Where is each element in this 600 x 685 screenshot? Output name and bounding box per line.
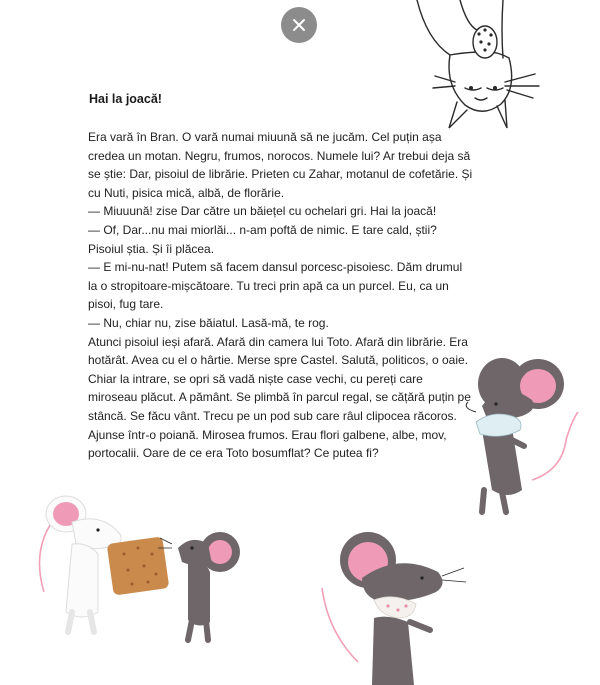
story-paragraph: — Miuuună! zise Dar către un băiețel cu ochelari gri. Hai la joacă! — [88, 204, 437, 219]
story-paragraph: — Nu, chiar nu, zise băiatul. Lasă-mă, te rog. — [88, 315, 329, 330]
story-paragraph: — Of, Dar...nu mai miorlăi... n-am poftă de nimic. E tare cald, știi? Pisoiul știa. Și îi plăcea. — [88, 222, 437, 256]
hanging-cat-illustration — [405, 0, 545, 135]
story-title: Hai la joacă! — [89, 92, 162, 106]
scarf-mouse-illustration — [318, 522, 468, 685]
story-paragraph: Atunci pisoiul ieși afară. Afară din camera lui Toto. Afară din librărie. Era hotărât. Avea cu el o hârtie. Merse spre Castel. Salută, politicos, o oaie. Chiar la intrare, se opri să vadă niște case vechi, cu pereți care miroseau plăcut. A pământ. Se plimbă în parcul regal, se cățără puțin pe stâncă. Se făcu vânt. Trecu pe un pod sub care râul clipocea răcoros. Ajunse într-o poiană. Mirosea frumos. Erau flori galbene, albe, mov, portocalii. Oare de ce era Toto bosumflat? Ce putea fi? — [88, 334, 471, 461]
close-button[interactable] — [281, 7, 317, 43]
collar-mouse-illustration — [462, 350, 580, 515]
story-paragraph: Era vară în Bran. O vară numai miuună să ne jucăm. Cel puțin așa credea un motan. Negru, frumos, norocos. Numele lui? Ar trebui deja să se știe: Dar, pisoiul de librărie. Prieten cu Zahar, motanul de cofetărie. Și cu Nuti, pisica mică, albă, de florărie. — [88, 130, 473, 200]
mice-with-cookie-illustration — [32, 482, 247, 647]
close-icon — [292, 18, 306, 32]
story-paragraph: — E mi-nu-nat! Putem să facem dansul porcesc-pisoiesc. Dăm drumul la o stropitoare-mișcătoare. Tu treci prin apă ca un purcel. Eu, ca un pisoi, fug tare. — [88, 260, 463, 312]
story-text — [88, 128, 474, 463]
